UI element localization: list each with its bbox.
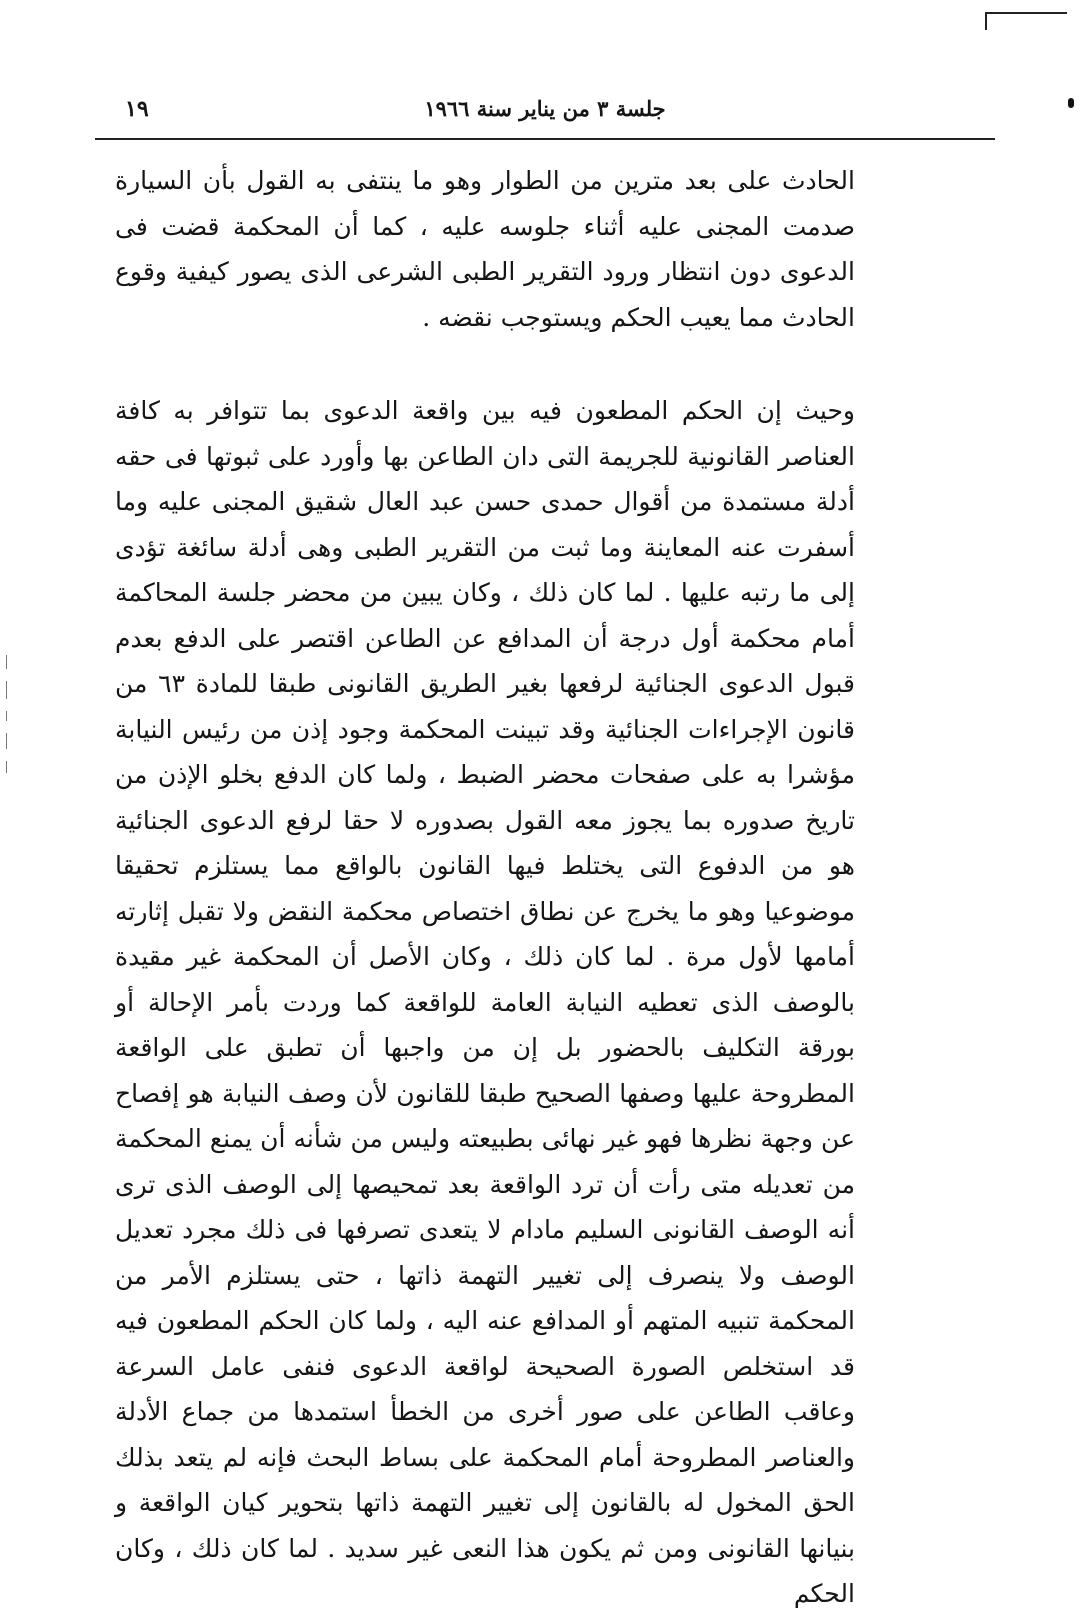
page-number: ١٩: [125, 96, 149, 122]
scan-corner-mark: [985, 12, 1067, 30]
page-body: [115, 158, 855, 1617]
running-head: جلسة ٣ من يناير سنة ١٩٦٦: [424, 96, 666, 121]
header-rule: [95, 138, 995, 140]
paragraph-2: وحيث إن الحكم المطعون فيه بين واقعة الدعوى بما تتوافر به كافة العناصر القانونية للجريمة التى دان الطاعن بها وأورد على ثبوتها فى حقه أدلة مستمدة من أقوال حمدى حسن عبد العال شقيق المجنى عليه وما أسفرت عنه المعاينة وما ثبت من التقرير الطبى وهى أدلة سائغة تؤدى إلى ما رتبه عليها . لما كان ذلك ، وكان يبين من محضر جلسة المحاكمة أمام محكمة أول درجة أن المدافع عن الطاعن اقتصر على الدفع بعدم قبول الدعوى الجنائية لرفعها بغير الطريق القانونى طبقا للمادة ٦٣ من قانون الإجراءات الجنائية وقد تبينت المحكمة وجود إذن من رئيس النيابة مؤشرا به على صفحات محضر الضبط ، ولما كان الدفع بخلو الإذن من تاريخ صدوره بما يجوز معه القول بصدوره لا حقا لرفع الدعوى الجنائية هو من الدفوع التى يختلط فيها القانون بالواقع مما يستلزم تحقيقا موضوعيا وهو ما يخرج عن نطاق اختصاص محكمة النقض ولا تقبل إثارته أمامها لأول مرة . لما كان ذلك ، وكان الأصل أن المحكمة غير مقيدة بالوصف الذى تعطيه النيابة العامة للواقعة كما وردت بأمر الإحالة أو بورقة التكليف بالحضور بل إن من واجبها أن تطبق على الواقعة المطروحة عليها وصفها الصحيح طبقا للقانون لأن وصف النيابة هو إفصاح عن وجهة نظرها فهو غير نهائى بطبيعته وليس من شأنه أن يمنع المحكمة من تعديله متى رأت أن ترد الواقعة بعد تمحيصها إلى الوصف الذى ترى أنه الوصف القانونى السليم مادام لا يتعدى تصرفها فى ذلك مجرد تعديل الوصف ولا ينصرف إلى تغيير التهمة ذاتها ، حتى يستلزم الأمر من المحكمة تنبيه المتهم أو المدافع عنه اليه ، ولما كان الحكم المطعون فيه قد استخلص الصورة الصحيحة لواقعة الدعوى فنفى عامل السرعة وعاقب الطاعن على صور أخرى من الخطأ استمدها من جماع الأدلة والعناصر المطروحة أمام المحكمة على بساط البحث فإنه لم يتعد بذلك الحق المخول له بالقانون إلى تغيير التهمة ذاتها بتحوير كيان الواقعة و بنيانها القانونى ومن ثم يكون هذا النعى غير سديد . لما كان ذلك ، وكان الحكم: [115, 396, 855, 1608]
paragraph-1: الحادث على بعد مترين من الطوار وهو ما ينتفى به القول بأن السيارة صدمت المجنى عليه أثناء جلوسه عليه ، كما أن المحكمة قضت فى الدعوى دون انتظار ورود التقرير الطبى الشرعى الذى يصور كيفية وقوع الحادث مما يعيب الحكم ويستوجب نقضه .: [115, 166, 855, 332]
scan-dot-mark: [1068, 98, 1074, 108]
scan-edge-marks: [6, 655, 10, 785]
page-header: [95, 96, 995, 140]
